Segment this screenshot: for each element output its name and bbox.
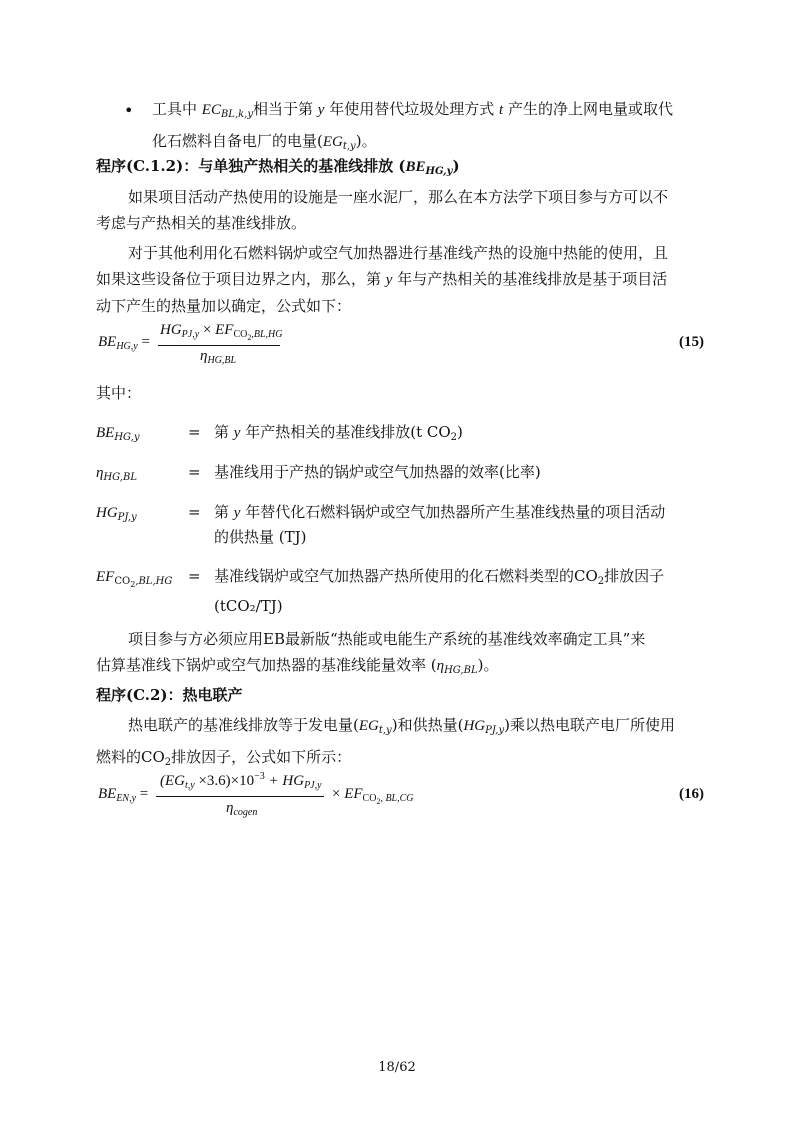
eq16-denominator (226, 800, 257, 818)
symbol: (EG (160, 773, 185, 789)
symbol: BE (98, 786, 117, 802)
text: ) (457, 423, 463, 441)
text: 考虑与产热相关的基准线排放。 (96, 214, 307, 232)
text: 热电联产的基准线排放等于发电量( (128, 716, 359, 734)
text: 工具中 (152, 100, 202, 118)
subscript: t,y (378, 725, 392, 736)
subscript: HG,BL (207, 355, 237, 366)
equation-number: (15) (679, 334, 704, 350)
eq16-emission-factor (332, 786, 414, 806)
text: 基准线用于产热的锅炉或空气加热器的效率(比率) (214, 463, 541, 481)
symbol: η (436, 658, 445, 674)
subscript: 2 (450, 432, 458, 443)
symbol: η (226, 800, 234, 816)
eq16-numerator (160, 771, 322, 791)
text: 年产热相关的基准线排放(t CO (240, 423, 451, 441)
text: 排放因子 (604, 567, 665, 585)
symbol: HG (463, 718, 486, 734)
eq15-denominator (200, 348, 236, 366)
heading-text: 程序(C.1.2)：与单独产热相关的基准线排放 ( (96, 157, 406, 175)
symbol: EG (358, 718, 379, 734)
subscript: BL,k,y (220, 109, 254, 120)
eq15-fraction-line (158, 345, 280, 346)
text: 化石燃料自备电厂的电量( (152, 132, 323, 150)
paragraph-cogeneration (96, 712, 716, 776)
times-sign: × (202, 322, 212, 338)
text: 年使用替代垃圾处理方式 (324, 100, 500, 118)
equals-sign: = (139, 786, 149, 802)
symbol: y (233, 505, 241, 521)
text: )和供热量( (391, 716, 464, 734)
subscript: CO (362, 793, 377, 804)
equals-sign: = (188, 463, 201, 481)
subscript: ,BL,HG (135, 576, 173, 587)
subscript: cogen (233, 807, 258, 818)
text: 对于其他利用化石燃料锅炉或空气加热器进行基准线产热的设施中热能的使用，且 (128, 244, 669, 262)
text: 如果这些设备位于项目边界之内，那么，第 (96, 270, 386, 288)
paragraph-heat-generation (96, 240, 716, 319)
symbol: BE (98, 334, 117, 350)
eq16-fraction-line (156, 796, 324, 797)
symbol: η (96, 465, 104, 481)
section-heading-c12 (96, 155, 460, 183)
page-number: 18/62 (378, 1060, 416, 1075)
text: 燃料的CO (96, 748, 165, 766)
text: 第 (214, 503, 234, 521)
symbol: BE (96, 425, 115, 441)
text: 估算基准线下锅炉或空气加热器的基准线能量效率 ( (96, 656, 437, 674)
subscript: HG,y (425, 166, 453, 177)
definition-symbol (96, 564, 186, 597)
definition-text (214, 420, 714, 450)
symbol: EC (201, 102, 221, 118)
subscript: t,y (342, 141, 356, 152)
bullet-paragraph (152, 96, 722, 160)
subscript: PJ,y (304, 780, 322, 791)
text: 的供热量 (TJ) (214, 528, 307, 546)
subscript: , BL,CG (380, 793, 414, 804)
text: (tCO₂/TJ) (214, 597, 283, 615)
subscript: HG,y (116, 341, 138, 352)
definition-symbol (96, 500, 186, 530)
definition-symbol (96, 420, 186, 450)
definition-text (214, 460, 714, 484)
subscript: 2 (376, 797, 381, 806)
definition-symbol (96, 460, 186, 490)
equals-sign: = (188, 567, 201, 585)
text: 年替代化石燃料锅炉或空气加热器所产生基准线热量的项目活动 (240, 503, 666, 521)
eq15-lhs (98, 334, 150, 352)
subscript: PJ,y (485, 725, 505, 736)
text: )。 (477, 656, 499, 674)
section-heading-c2: 程序(C.2)：热电联产 (96, 686, 243, 704)
text: 如果项目活动产热使用的设施是一座水泥厂，那么在本方法学下项目参与方可以不 (128, 188, 669, 206)
subscript: CO (114, 576, 131, 587)
subscript: PJ,y (117, 512, 137, 523)
symbol: η (200, 348, 208, 364)
subscript: HG,BL (444, 665, 478, 676)
symbol: y (233, 425, 241, 441)
symbol: HG (96, 505, 118, 521)
text: 基准线锅炉或空气加热器产热所使用的化石燃料类型的CO (214, 567, 598, 585)
text: 产生的净上网电量或取代 (503, 100, 673, 118)
symbol: y (317, 102, 325, 118)
bullet-point-icon: • (124, 101, 134, 120)
text: )乘以热电联产电厂所使用 (504, 716, 675, 734)
definition-text (214, 564, 714, 618)
superscript: −3 (254, 771, 265, 782)
subscript: 2 (130, 580, 136, 589)
symbol: EF (344, 786, 363, 802)
subscript: EN,y (116, 793, 137, 804)
text: 项目参与方必须应用EB最新版“热能或电能生产系统的基准线效率确定工具”来 (128, 630, 646, 648)
paragraph-cement (96, 184, 716, 236)
symbol: BE (405, 159, 426, 175)
equation-number: (16) (679, 786, 704, 802)
text: )。 (355, 132, 377, 150)
subscript: ,BL,HG (251, 329, 283, 340)
text: 相当于第 (253, 100, 318, 118)
symbol: EF (96, 569, 115, 585)
equals-sign: = (188, 503, 201, 521)
text: 第 (214, 423, 234, 441)
definition-text (214, 500, 714, 549)
paragraph-efficiency-tool (96, 626, 716, 684)
subscript: HG,y (114, 432, 140, 443)
subscript: t,y (185, 780, 195, 791)
symbol: HG (160, 322, 182, 338)
where-label: 其中： (96, 384, 142, 402)
subscript: CO (233, 329, 248, 340)
text: 年与产热相关的基准线排放是基于项目活 (392, 270, 668, 288)
text: 动下产生的热量加以确定，公式如下： (96, 297, 352, 315)
text: 排放因子，公式如下所示： (171, 748, 352, 766)
equals-sign: = (188, 423, 201, 441)
subscript: 2 (247, 333, 252, 342)
symbol: t (499, 102, 504, 118)
text: ×3.6)×10 (194, 773, 255, 789)
subscript: PJ,y (181, 329, 200, 340)
eq15-numerator (160, 322, 283, 342)
subscript: HG,BL (103, 472, 137, 483)
times-sign: × (332, 786, 341, 802)
symbol: EF (215, 322, 234, 338)
symbol: EG (322, 134, 343, 150)
heading-text: ) (452, 157, 460, 175)
symbol: y (385, 272, 393, 288)
subscript: 2 (597, 576, 605, 587)
subscript: 2 (164, 757, 172, 768)
eq16-lhs (98, 786, 148, 804)
equals-sign: = (141, 334, 150, 350)
symbol: + HG (264, 773, 305, 789)
